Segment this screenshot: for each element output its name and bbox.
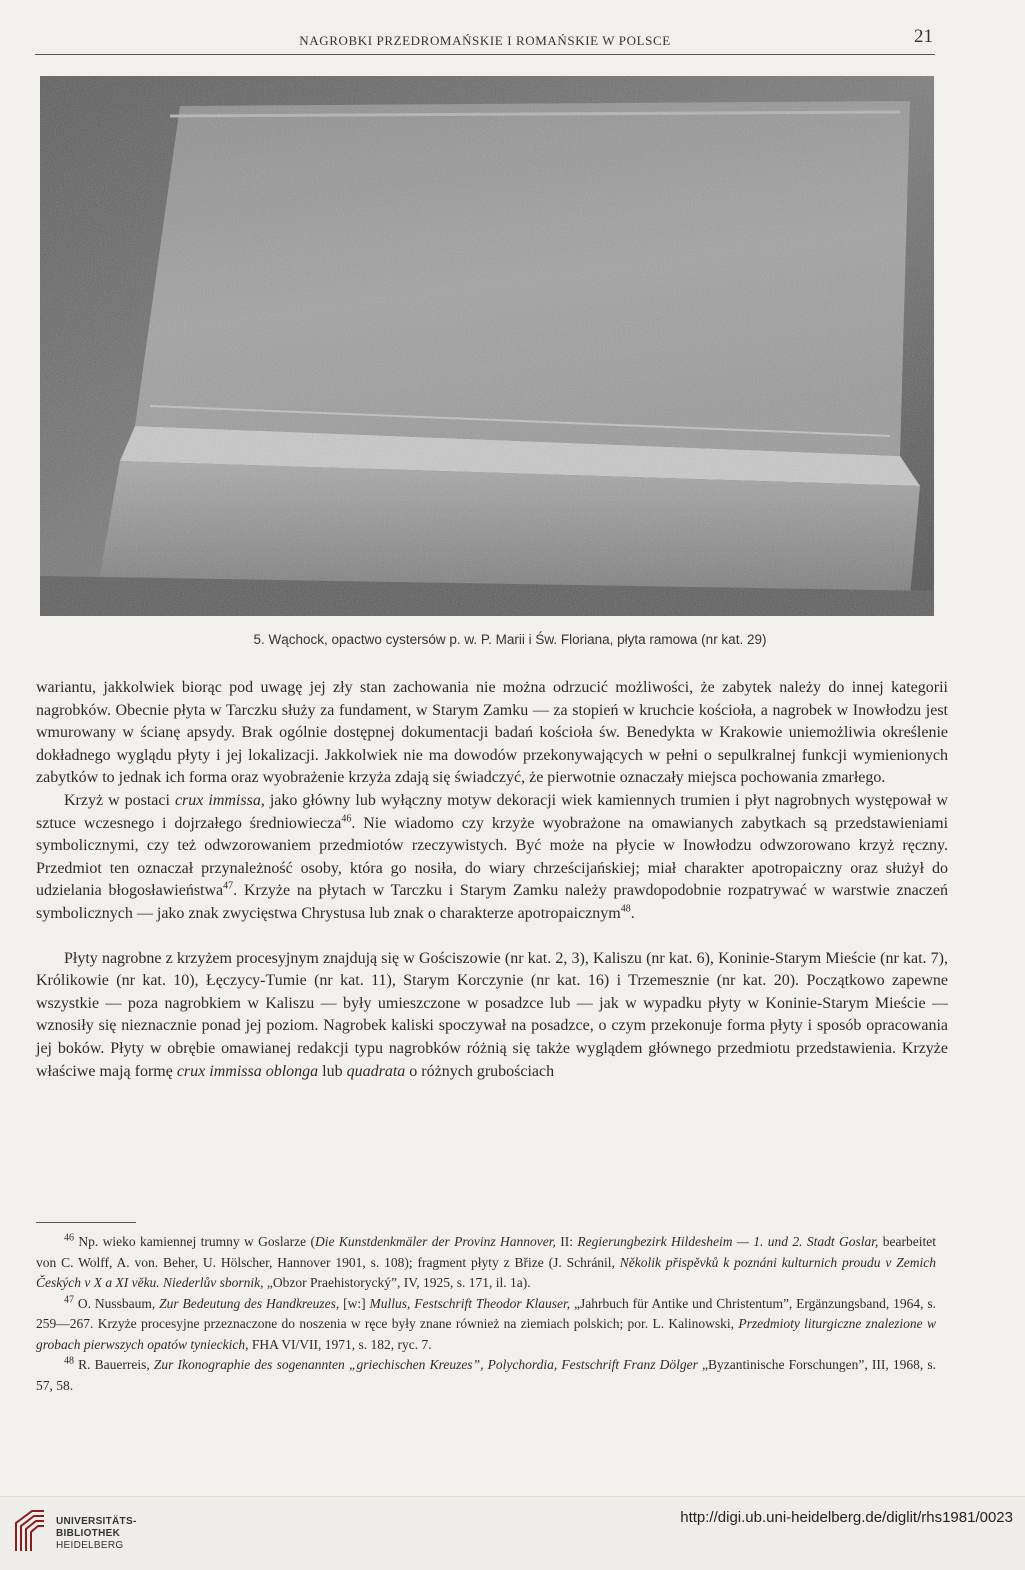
p2-text-b: jako główny lub wyłączny motyw dekoracji wiek kamiennych trumien i płyt nagrobnych występował w sztuce wczesnego i dojrzałego średniowiecza [36, 791, 948, 832]
footnote-46-number: 46 [64, 1232, 74, 1244]
fn47-italic-3: Przedmioty liturgiczne znalezione w grobach pierwszych opatów tynieckich, [36, 1316, 936, 1352]
p2-text-d: . Krzyże na płytach w Tarczku i Starym Zamku należy prawdopodobnie rozpatrywać w warstwie znaczeń symbolicznych — jako znak zwycięstwa Chrystusa lub znak o charakterze apotropaicznym [36, 882, 949, 922]
header-title: NAGROBKI PRZEDROMAŃSKIE I ROMAŃSKIE W POLSCE [299, 33, 671, 48]
fn46-italic-3: Několik přispěvků k poznáni kulturnich proudu v Zemich Českých v X a XI věku. Niederlův sbornik, [36, 1254, 936, 1290]
fn48-text-b: „Byzantinische Forschungen”, III, 1968, s. 57, 58. [36, 1357, 936, 1393]
tomb-slab-photo-image [40, 76, 934, 616]
footnote-48-number: 48 [64, 1355, 74, 1367]
fn46-italic-1: Die Kunstdenkmäler der Provinz Hannover, [314, 1234, 556, 1249]
library-logo-icon [10, 1507, 50, 1557]
fn47-italic-2: Mullus, Festschrift Theodor Klauser, [369, 1295, 571, 1311]
fn48-text-a: R. Bauerreis, [74, 1357, 154, 1372]
figure-photo-tomb-slab [40, 76, 934, 616]
fn47-text-b: [w:] [339, 1295, 370, 1311]
fn46-text-c: bearbeitet von C. Wolff, A. von. Beher, U. Hölscher, Hannover 1901, s. 108); fragment płyty z Břize (J. Schránil, [36, 1234, 937, 1270]
paragraph-3 [36, 948, 948, 1084]
library-name-line1: UNIVERSITÄTS- [56, 1516, 137, 1527]
p3-text-c: o różnych grubościach [405, 1062, 555, 1080]
footnote-ref-46: 46 [341, 813, 352, 825]
fn47-italic-1: Zur Bedeutung des Handkreuzes, [159, 1295, 340, 1311]
p2-text-a: Krzyż w postaci [64, 791, 175, 809]
fn46-text-a: Np. wieko kamiennej trumny w Goslarze ( [74, 1234, 315, 1249]
footnote-47-number: 47 [64, 1294, 74, 1305]
footnote-47 [36, 1294, 936, 1356]
running-header [35, 26, 935, 55]
p3-crux-immissa-oblonga: crux immissa oblonga [176, 1062, 319, 1080]
p2-crux-immissa: crux immissa, [174, 791, 265, 809]
p3-text-a: Płyty nagrobne z krzyżem procesyjnym znajdują się w Gościszowie (nr kat. 2, 3), Kaliszu (nr kat. 6), Koninie-Starym Mieście (nr kat. 7), Królikowie (nr kat. 10), Łęczycy-Tumie (nr kat. 11), Starym Korczynie (nr kat. 16) i Trzemesznie (nr kat. 20). Początkowo zapewne wszystkie — poza nagrobkiem w Kaliszu — były umieszczone w posadzce lub — jak w wypadku płyty w Koninie-Starym Mieście — wznosiły się nieznacznie ponad jej poziom. Nagrobek kaliski spoczywał na posadzce, o czym przekonuje forma płyty i sposób opracowania jej boków. Płyty w obrębie omawianej redakcji typu nagrobków różnią się także wyglądem głównego przedmiotu przedstawienia. Krzyże właściwe mają formę [36, 949, 948, 1080]
footnote-ref-48: 48 [620, 903, 631, 915]
library-footer [0, 1496, 1025, 1570]
fn48-italic-1: Zur Ikonographie des sogenannten „griechischen Kreuzes”, Polychordia, Festschrift Franz Dölger [153, 1357, 698, 1372]
p2-text-c: . Nie wiadomo czy krzyże wyobrażone na omawianych zabytkach są przedstawieniami symbolicznymi, czy też odwzorowaniem przedmiotów rzeczywistych. Być może na płycie w Inowłodzu odwzorowano krzyż ręczny. Przedmiot ten oznaczał przynależność osoby, która go nosiła, do wiary chrześcijańskiej; miał charakter apotropaiczny oraz służył do udzielania błogosławieństwa [36, 814, 949, 900]
footnote-ref-47: 47 [223, 881, 234, 893]
page-number: 21 [914, 26, 933, 47]
fn47-text-a: O. Nussbaum, [74, 1295, 160, 1311]
library-name-line3: HEIDELBERG [56, 1540, 124, 1551]
fn46-text-b: II: [555, 1234, 578, 1249]
fn46-italic-2: Regierungbezirk Hildesheim — 1. und 2. Stadt Goslar, [577, 1234, 879, 1249]
figure-caption: 5. Wąchock, opactwo cystersów p. w. P. Marii i Św. Floriana, płyta ramowa (nr kat. 29) [253, 632, 767, 647]
source-url-link[interactable]: http://digi.ub.uni-heidelberg.de/diglit/rhs1981/0023 [680, 1509, 1013, 1526]
footnote-46 [36, 1232, 936, 1294]
body-text [36, 677, 948, 1083]
fn47-text-d: FHA VI/VII, 1971, s. 182, ryc. 7. [248, 1336, 432, 1352]
library-name-line2: BIBLIOTHEK [56, 1528, 121, 1539]
p3-quadrata: quadrata [346, 1062, 406, 1080]
paragraph-2 [36, 790, 948, 926]
paragraph-1: wariantu, jakkolwiek biorąc pod uwagę jej zły stan zachowania nie można odrzucić możliwości, że zabytek należy do innej kategorii nagrobków. Obecnie płyta w Tarczku służy za fundament, w Starym Zamku — za stopień w kruchcie kościoła, a nagrobek w Inowłodzu jest wmurowany w ścianę apsydy. Brak ogólnie dostępnej dokumentacji badań kościoła św. Benedykta w Krakowie uniemożliwia określenie dokładnego wyglądu płyty i jej lokalizacji. Jakkolwiek nie ma dowodów przekonywających w pełni o sepulkralnej funkcji wymienionych zabytków to jednak ich forma oraz wyobrażenie krzyża zdają się świadczyć, że pierwotnie oznaczały miejsca pochowania zmarłego. [36, 679, 948, 787]
fn46-text-d: „Obzor Praehistorycký”, IV, 1925, s. 171, il. 1a). [263, 1275, 531, 1290]
p2-text-e: . [630, 904, 635, 922]
p3-text-b: lub [318, 1062, 347, 1080]
footnotes [36, 1232, 936, 1396]
fn47-text-c: „Jahrbuch für Antike und Christentum”, Ergänzungsband, 1964, s. 259—267. Krzyże procesyjne przeznaczone do noszenia w ręce były znane również na ziemiach polskich; por. L. Kalinowski, [36, 1295, 937, 1331]
footnote-rule [36, 1222, 136, 1223]
footnote-48 [36, 1355, 936, 1396]
